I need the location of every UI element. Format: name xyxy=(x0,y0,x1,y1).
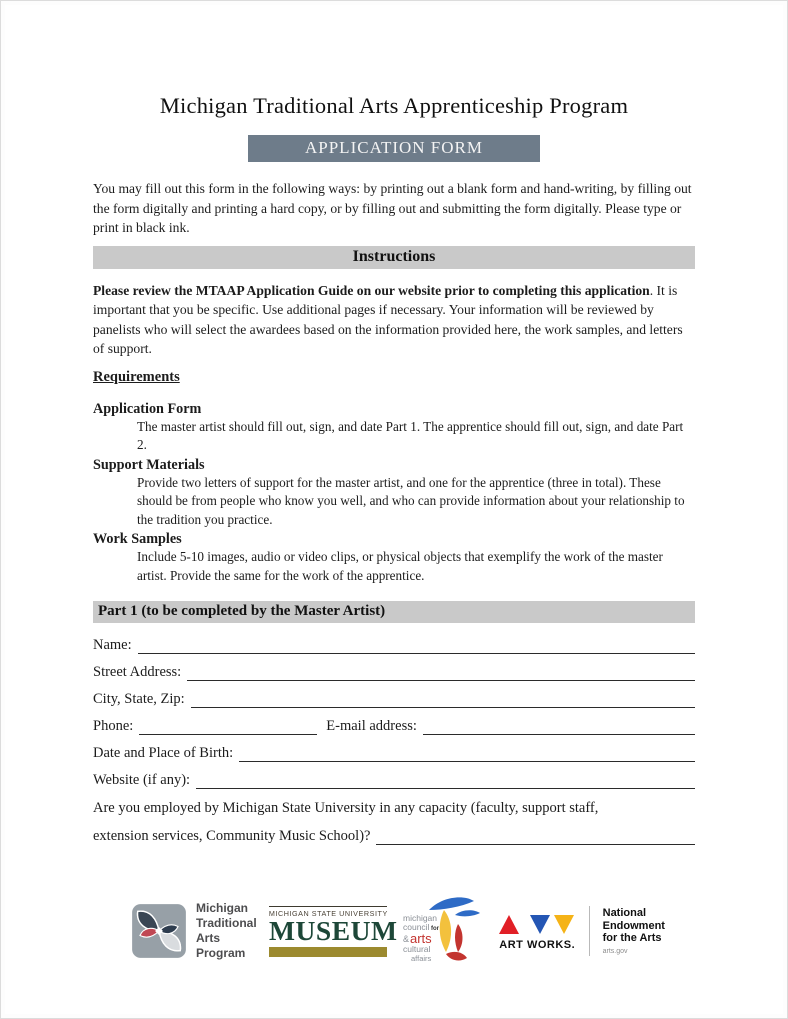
requirement-title: Work Samples xyxy=(93,531,182,548)
city-state-zip-label: City, State, Zip: xyxy=(93,690,185,707)
msu-gold-bar xyxy=(269,947,387,957)
mtap-pinwheel-icon xyxy=(131,903,187,959)
requirement-support-materials xyxy=(93,456,695,530)
street-address-row xyxy=(93,661,695,681)
requirements-list xyxy=(93,400,695,586)
intro-paragraph: You may fill out this form in the following ways: by printing out a blank form and hand-writing, by filling out the form digitally and printing a hard copy, or by filling out and submitting the form digitally. Please type or print in black ink. xyxy=(93,181,692,235)
nea-logo xyxy=(603,907,665,955)
requirement-work-samples xyxy=(93,530,695,585)
city-state-zip-row xyxy=(93,688,695,708)
birth-label: Date and Place of Birth: xyxy=(93,744,234,761)
mtap-line: Traditional xyxy=(196,916,257,930)
website-input-line[interactable] xyxy=(196,771,695,789)
website-row xyxy=(93,769,695,789)
partner-logos-footer xyxy=(131,883,665,979)
nea-line: for the Arts xyxy=(602,932,662,945)
council-text-cultural: cultural xyxy=(403,944,431,954)
birth-row xyxy=(93,742,695,762)
mtap-wordmark xyxy=(196,901,257,961)
art-works-triangles-icon xyxy=(497,912,577,936)
requirement-body: Provide two letters of support for the master artist, and one for the apprentice (three in total). These should be from people who know you well, and who can provide information about your relationship to the tradition you practice. xyxy=(137,474,685,527)
art-works-logo xyxy=(497,912,577,951)
email-input-line[interactable] xyxy=(423,717,695,735)
msu-museum-logo xyxy=(268,906,398,957)
street-address-input-line[interactable] xyxy=(187,663,695,681)
phone-label: Phone: xyxy=(93,717,134,734)
employment-input-line[interactable] xyxy=(376,827,695,845)
council-text-for: for xyxy=(431,926,440,932)
instructions-header-bar: Instructions xyxy=(93,246,695,269)
part1-form xyxy=(93,634,695,845)
city-state-zip-input-line[interactable] xyxy=(191,690,695,708)
michigan-council-logo xyxy=(399,894,485,968)
birth-input-line[interactable] xyxy=(239,744,695,762)
phone-input-line[interactable] xyxy=(139,717,317,735)
requirement-title: Support Materials xyxy=(93,456,205,473)
mtap-line: Michigan xyxy=(196,901,249,915)
footer-divider xyxy=(589,906,590,956)
instructions-paragraph xyxy=(93,281,695,359)
mtap-logo xyxy=(131,901,257,961)
nea-url: arts.gov xyxy=(602,947,628,955)
phone-email-row xyxy=(93,715,695,735)
employment-question-line1: Are you employed by Michigan State University in any capacity (faculty, support staff, xyxy=(93,799,599,816)
council-text-michigan: michigan xyxy=(403,913,438,923)
michigan-council-icon xyxy=(399,894,485,968)
document-content xyxy=(1,1,787,845)
requirement-title: Application Form xyxy=(93,400,202,417)
msu-university-wordmark: MICHIGAN STATE UNIVERSITY xyxy=(269,906,387,918)
requirement-body: The master artist should fill out, sign, and date Part 1. The apprentice should fill out, sign, and date Part 2. xyxy=(137,418,684,453)
employment-question-line2: extension services, Community Music School)? xyxy=(93,827,371,844)
requirement-application-form xyxy=(93,400,695,455)
mtap-line: Arts xyxy=(196,931,221,945)
application-form-banner: APPLICATION FORM xyxy=(248,135,540,162)
instructions-bold-lead: Please review the MTAAP Application Guide on our website prior to completing this application xyxy=(93,282,650,298)
instructions-body-text: . It is important that you be specific. Use additional pages if necessary. Your information will be reviewed by panelists who will select the awardees based on the information provided here, the work samples, and letters of support. xyxy=(93,282,683,356)
nea-line: National xyxy=(602,907,647,920)
requirements-heading: Requirements xyxy=(93,368,180,385)
council-text-council: council xyxy=(403,922,430,932)
council-text-arts: arts xyxy=(410,931,432,946)
part1-header-bar: Part 1 (to be completed by the Master Artist) xyxy=(93,601,695,623)
street-address-label: Street Address: xyxy=(93,663,182,680)
name-input-line[interactable] xyxy=(138,636,695,654)
mtap-line: Program xyxy=(196,946,246,960)
requirement-body: Include 5-10 images, audio or video clips, or physical objects that exemplify the work of the master artist. Provide the same for the work of the apprentice. xyxy=(137,549,663,584)
council-text-affairs: affairs xyxy=(411,954,432,963)
council-text-amp: & xyxy=(403,934,410,944)
email-label: E-mail address: xyxy=(326,717,417,734)
page-title: Michigan Traditional Arts Apprenticeship Program xyxy=(159,93,629,118)
name-label: Name: xyxy=(93,636,132,653)
msu-museum-wordmark: MUSEUM xyxy=(268,915,398,946)
name-row xyxy=(93,634,695,654)
employment-question-row xyxy=(93,825,695,845)
art-works-wordmark: ART WORKS. xyxy=(499,938,576,951)
website-label: Website (if any): xyxy=(93,771,191,788)
nea-line: Endowment xyxy=(602,919,665,932)
